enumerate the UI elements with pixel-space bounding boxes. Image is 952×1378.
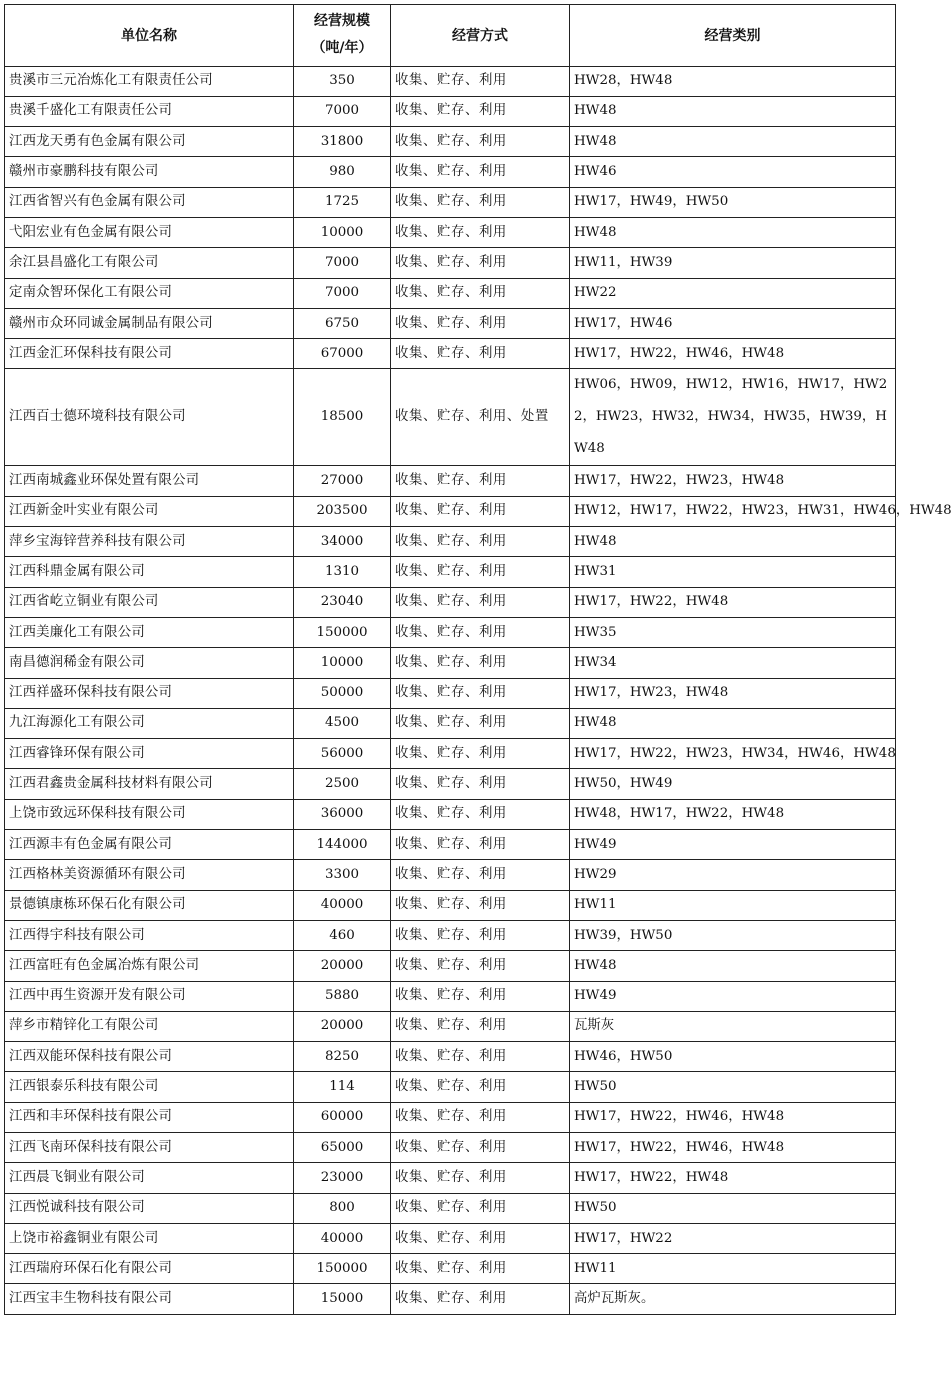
mode-cell: 收集、贮存、利用	[391, 1011, 570, 1041]
scale-cell: 350	[294, 66, 391, 96]
category-cell: HW48，HW17，HW22，HW48	[570, 799, 896, 829]
table-row	[5, 920, 896, 950]
mode-cell: 收集、贮存、利用	[391, 1284, 570, 1314]
scale-cell: 5880	[294, 981, 391, 1011]
scale-cell: 203500	[294, 496, 391, 526]
table-row	[5, 587, 896, 617]
scale-cell: 40000	[294, 890, 391, 920]
table-row	[5, 96, 896, 126]
mode-cell: 收集、贮存、利用	[391, 1193, 570, 1223]
table-row	[5, 708, 896, 738]
category-cell: HW48	[570, 96, 896, 126]
table-row	[5, 308, 896, 338]
scale-cell: 3300	[294, 860, 391, 890]
company-name-cell: 贵溪千盛化工有限责任公司	[5, 96, 294, 126]
company-name-cell: 上饶市裕鑫铜业有限公司	[5, 1223, 294, 1253]
company-name-cell: 江西君鑫贵金属科技材料有限公司	[5, 769, 294, 799]
header-mode: 经营方式	[391, 5, 570, 67]
category-cell: HW48	[570, 708, 896, 738]
table-row	[5, 860, 896, 890]
table-row	[5, 617, 896, 647]
category-cell: HW17，HW22，HW46，HW48	[570, 1133, 896, 1163]
scale-cell: 20000	[294, 1011, 391, 1041]
mode-cell: 收集、贮存、利用	[391, 951, 570, 981]
company-name-cell: 江西源丰有色金属有限公司	[5, 830, 294, 860]
scale-cell: 7000	[294, 278, 391, 308]
mode-cell: 收集、贮存、利用	[391, 678, 570, 708]
mode-cell: 收集、贮存、利用	[391, 278, 570, 308]
mode-cell: 收集、贮存、利用	[391, 617, 570, 647]
mode-cell: 收集、贮存、利用	[391, 981, 570, 1011]
header-scale	[294, 5, 391, 67]
table-row	[5, 127, 896, 157]
mode-cell: 收集、贮存、利用	[391, 830, 570, 860]
mode-cell: 收集、贮存、利用	[391, 339, 570, 369]
category-cell: 高炉瓦斯灰。	[570, 1284, 896, 1314]
scale-cell: 980	[294, 157, 391, 187]
company-name-cell: 江西晨飞铜业有限公司	[5, 1163, 294, 1193]
scale-cell: 1310	[294, 557, 391, 587]
company-name-cell: 弋阳宏业有色金属有限公司	[5, 217, 294, 247]
company-name-cell: 江西祥盛环保科技有限公司	[5, 678, 294, 708]
company-name-cell: 江西科鼎金属有限公司	[5, 557, 294, 587]
company-name-cell: 江西龙天勇有色金属有限公司	[5, 127, 294, 157]
scale-cell: 34000	[294, 527, 391, 557]
mode-cell: 收集、贮存、利用	[391, 920, 570, 950]
company-name-cell: 江西睿锋环保有限公司	[5, 739, 294, 769]
category-cell: HW17，HW49，HW50	[570, 187, 896, 217]
mode-cell: 收集、贮存、利用	[391, 587, 570, 617]
table-row	[5, 1284, 896, 1314]
category-cell: HW17，HW46	[570, 308, 896, 338]
category-cell: HW12，HW17，HW22，HW23，HW31，HW46，HW48	[570, 496, 896, 526]
category-cell: HW17，HW22，HW23，HW34，HW46，HW48	[570, 739, 896, 769]
category-cell: HW17，HW22，HW46，HW48	[570, 1102, 896, 1132]
scale-cell: 10000	[294, 648, 391, 678]
category-cell: HW49	[570, 981, 896, 1011]
category-cell: HW50，HW49	[570, 769, 896, 799]
category-cell: HW22	[570, 278, 896, 308]
table-row	[5, 557, 896, 587]
company-name-cell: 江西瑞府环保石化有限公司	[5, 1254, 294, 1284]
table-row	[5, 739, 896, 769]
scale-cell: 18500	[294, 369, 391, 466]
category-cell: 瓦斯灰	[570, 1011, 896, 1041]
category-cell: HW35	[570, 617, 896, 647]
scale-cell: 150000	[294, 617, 391, 647]
mode-cell: 收集、贮存、利用	[391, 1042, 570, 1072]
category-cell: HW39，HW50	[570, 920, 896, 950]
table-row	[5, 1223, 896, 1253]
mode-cell: 收集、贮存、利用	[391, 769, 570, 799]
company-name-cell: 南昌德润稀金有限公司	[5, 648, 294, 678]
table-row	[5, 890, 896, 920]
company-name-cell: 江西金汇环保科技有限公司	[5, 339, 294, 369]
table-row	[5, 527, 896, 557]
category-cell: HW46	[570, 157, 896, 187]
mode-cell: 收集、贮存、利用	[391, 308, 570, 338]
mode-cell: 收集、贮存、利用	[391, 527, 570, 557]
mode-cell: 收集、贮存、利用	[391, 739, 570, 769]
category-cell: HW31	[570, 557, 896, 587]
mode-cell: 收集、贮存、利用	[391, 860, 570, 890]
category-cell: HW28，HW48	[570, 66, 896, 96]
table-row	[5, 648, 896, 678]
category-cell: HW50	[570, 1072, 896, 1102]
table-row	[5, 187, 896, 217]
mode-cell: 收集、贮存、利用	[391, 127, 570, 157]
company-name-cell: 景德镇康栋环保石化有限公司	[5, 890, 294, 920]
table-row	[5, 1163, 896, 1193]
category-cell: HW17，HW22，HW48	[570, 587, 896, 617]
mode-cell: 收集、贮存、利用	[391, 890, 570, 920]
category-cell: HW29	[570, 860, 896, 890]
scale-cell: 114	[294, 1072, 391, 1102]
scale-cell: 7000	[294, 248, 391, 278]
scale-cell: 2500	[294, 769, 391, 799]
company-name-cell: 九江海源化工有限公司	[5, 708, 294, 738]
header-row	[5, 5, 896, 67]
company-name-cell: 江西飞南环保科技有限公司	[5, 1133, 294, 1163]
mode-cell: 收集、贮存、利用	[391, 1072, 570, 1102]
category-cell: HW17，HW22	[570, 1223, 896, 1253]
category-cell: HW17，HW22，HW46，HW48	[570, 339, 896, 369]
table-row	[5, 1102, 896, 1132]
mode-cell: 收集、贮存、利用	[391, 557, 570, 587]
mode-cell: 收集、贮存、利用	[391, 1133, 570, 1163]
mode-cell: 收集、贮存、利用	[391, 648, 570, 678]
mode-cell: 收集、贮存、利用	[391, 96, 570, 126]
company-name-cell: 江西省智兴有色金属有限公司	[5, 187, 294, 217]
company-name-cell: 江西得宇科技有限公司	[5, 920, 294, 950]
company-name-cell: 江西中再生资源开发有限公司	[5, 981, 294, 1011]
table-row	[5, 1193, 896, 1223]
mode-cell: 收集、贮存、利用	[391, 1254, 570, 1284]
scale-cell: 36000	[294, 799, 391, 829]
header-scale-line2: （吨/年）	[311, 40, 373, 57]
table-row	[5, 951, 896, 981]
category-cell: HW50	[570, 1193, 896, 1223]
mode-cell: 收集、贮存、利用	[391, 466, 570, 496]
table-body	[5, 66, 952, 1314]
table-row	[5, 678, 896, 708]
company-name-cell: 萍乡市精锌化工有限公司	[5, 1011, 294, 1041]
table-row	[5, 1011, 896, 1041]
table-row	[5, 496, 896, 526]
table-row	[5, 769, 896, 799]
company-name-cell: 江西宝丰生物科技有限公司	[5, 1284, 294, 1314]
category-cell: HW49	[570, 830, 896, 860]
table-header	[5, 5, 896, 67]
company-name-cell: 江西银泰乐科技有限公司	[5, 1072, 294, 1102]
mode-cell: 收集、贮存、利用	[391, 187, 570, 217]
category-cell: HW48	[570, 217, 896, 247]
company-name-cell: 江西省屹立铜业有限公司	[5, 587, 294, 617]
company-name-cell: 余江县昌盛化工有限公司	[5, 248, 294, 278]
company-name-cell: 江西百士德环境科技有限公司	[5, 369, 294, 466]
company-name-cell: 赣州市豪鹏科技有限公司	[5, 157, 294, 187]
category-cell: HW48	[570, 127, 896, 157]
scale-cell: 20000	[294, 951, 391, 981]
table-row	[5, 830, 896, 860]
mode-cell: 收集、贮存、利用	[391, 66, 570, 96]
table-row	[5, 217, 896, 247]
scale-cell: 1725	[294, 187, 391, 217]
table-row	[5, 66, 896, 96]
scale-cell: 56000	[294, 739, 391, 769]
category-cell: HW11	[570, 1254, 896, 1284]
scale-cell: 67000	[294, 339, 391, 369]
table-row	[5, 157, 896, 187]
scale-cell: 40000	[294, 1223, 391, 1253]
hazardous-waste-license-table	[4, 4, 952, 1315]
company-name-cell: 江西和丰环保科技有限公司	[5, 1102, 294, 1132]
company-name-cell: 江西新金叶实业有限公司	[5, 496, 294, 526]
mode-cell: 收集、贮存、利用	[391, 496, 570, 526]
mode-cell: 收集、贮存、利用	[391, 708, 570, 738]
scale-cell: 23000	[294, 1163, 391, 1193]
scale-cell: 15000	[294, 1284, 391, 1314]
company-name-cell: 上饶市致远环保科技有限公司	[5, 799, 294, 829]
scale-cell: 7000	[294, 96, 391, 126]
table-row	[5, 339, 896, 369]
mode-cell: 收集、贮存、利用	[391, 248, 570, 278]
table-row	[5, 1072, 896, 1102]
mode-cell: 收集、贮存、利用	[391, 1163, 570, 1193]
mode-cell: 收集、贮存、利用	[391, 1102, 570, 1132]
scale-cell: 10000	[294, 217, 391, 247]
category-cell: HW34	[570, 648, 896, 678]
category-cell: HW46，HW50	[570, 1042, 896, 1072]
scale-cell: 8250	[294, 1042, 391, 1072]
scale-cell: 150000	[294, 1254, 391, 1284]
category-cell: HW17，HW22，HW48	[570, 1163, 896, 1193]
mode-cell: 收集、贮存、利用	[391, 217, 570, 247]
company-name-cell: 贵溪市三元冶炼化工有限责任公司	[5, 66, 294, 96]
table-row	[5, 799, 896, 829]
scale-cell: 4500	[294, 708, 391, 738]
category-cell: HW48	[570, 951, 896, 981]
category-cell: HW11	[570, 890, 896, 920]
table-row	[5, 369, 896, 466]
scale-cell: 50000	[294, 678, 391, 708]
company-name-cell: 江西格林美资源循环有限公司	[5, 860, 294, 890]
scale-cell: 144000	[294, 830, 391, 860]
company-name-cell: 萍乡宝海锌营养科技有限公司	[5, 527, 294, 557]
scale-cell: 31800	[294, 127, 391, 157]
scale-cell: 27000	[294, 466, 391, 496]
table-row	[5, 466, 896, 496]
mode-cell: 收集、贮存、利用	[391, 799, 570, 829]
company-name-cell: 江西美廉化工有限公司	[5, 617, 294, 647]
scale-cell: 65000	[294, 1133, 391, 1163]
table-row	[5, 278, 896, 308]
category-cell: HW11，HW39	[570, 248, 896, 278]
company-name-cell: 定南众智环保化工有限公司	[5, 278, 294, 308]
header-company-name: 单位名称	[5, 5, 294, 67]
mode-cell: 收集、贮存、利用	[391, 157, 570, 187]
mode-cell: 收集、贮存、利用	[391, 1223, 570, 1253]
scale-cell: 460	[294, 920, 391, 950]
table-row	[5, 981, 896, 1011]
company-name-cell: 江西富旺有色金属冶炼有限公司	[5, 951, 294, 981]
table-row	[5, 248, 896, 278]
mode-cell: 收集、贮存、利用、处置	[391, 369, 570, 466]
company-name-cell: 江西悦诚科技有限公司	[5, 1193, 294, 1223]
category-cell: HW48	[570, 527, 896, 557]
table-row	[5, 1133, 896, 1163]
company-name-cell: 赣州市众环同诚金属制品有限公司	[5, 308, 294, 338]
company-name-cell: 江西双能环保科技有限公司	[5, 1042, 294, 1072]
category-cell: HW17，HW22，HW23，HW48	[570, 466, 896, 496]
scale-cell: 60000	[294, 1102, 391, 1132]
category-cell: HW06，HW09，HW12，HW16，HW17，HW22，HW23，HW32，HW34，HW35，HW39，HW48	[570, 369, 896, 466]
table-row	[5, 1042, 896, 1072]
category-cell: HW17，HW23，HW48	[570, 678, 896, 708]
scale-cell: 23040	[294, 587, 391, 617]
scale-cell: 6750	[294, 308, 391, 338]
company-name-cell: 江西南城鑫业环保处置有限公司	[5, 466, 294, 496]
table-row	[5, 1254, 896, 1284]
header-category: 经营类别	[570, 5, 896, 67]
scale-cell: 800	[294, 1193, 391, 1223]
header-scale-line1: 经营规模	[314, 13, 370, 30]
